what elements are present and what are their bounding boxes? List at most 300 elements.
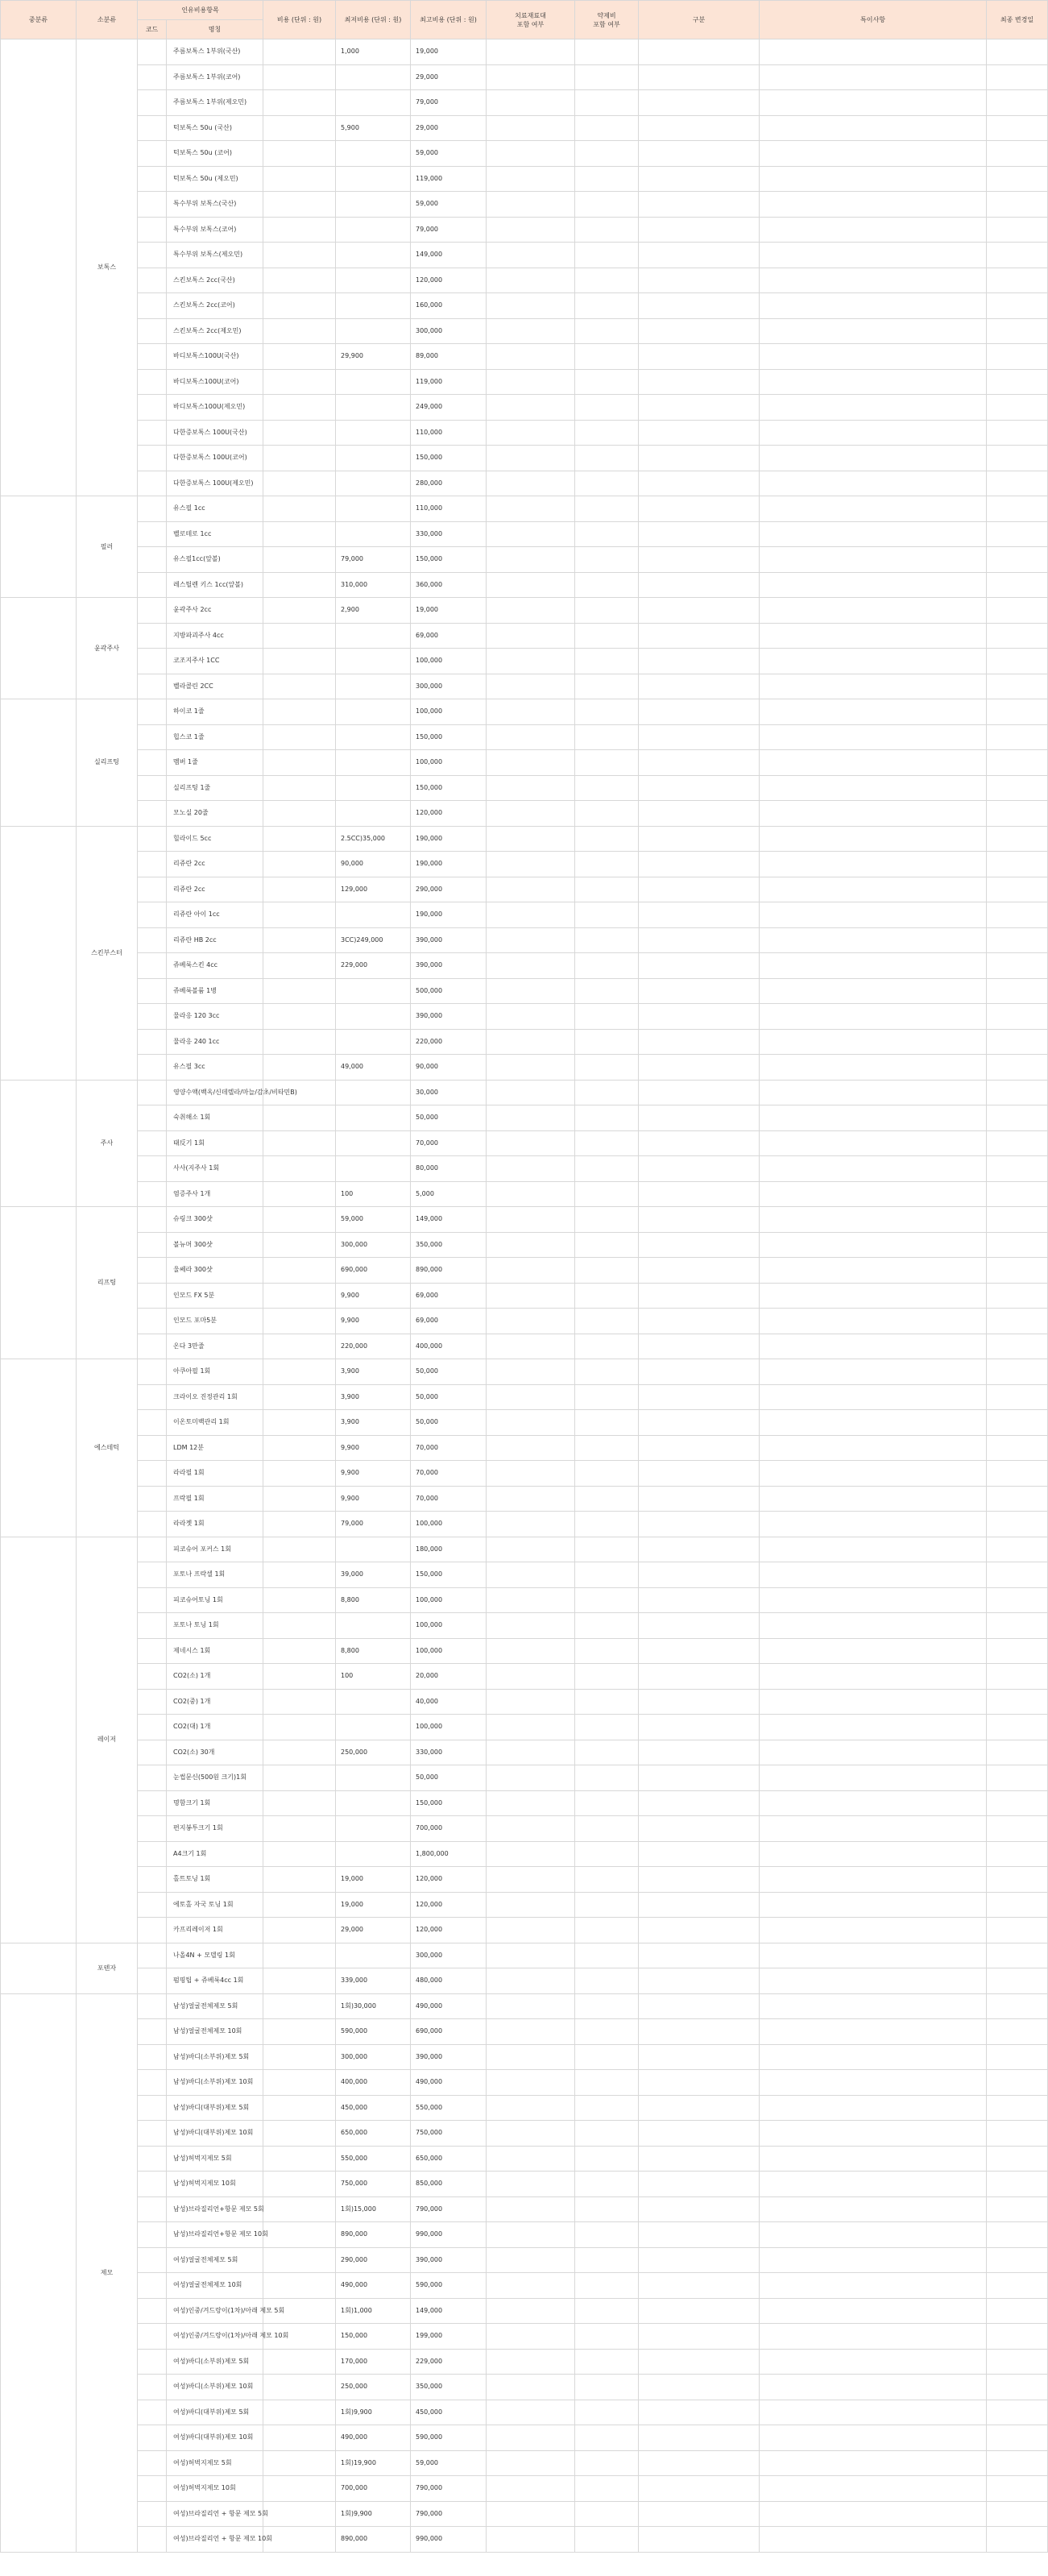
cell-code[interactable] bbox=[138, 318, 167, 344]
header-category-sub[interactable]: 소분류 bbox=[77, 1, 138, 39]
cell-division[interactable] bbox=[639, 192, 760, 218]
cell-category-main[interactable] bbox=[1, 598, 77, 699]
cell-min-cost[interactable]: 2.5CC)35,000 bbox=[336, 826, 411, 852]
cell-max-cost[interactable]: 390,000 bbox=[411, 2044, 487, 2070]
cell-max-cost[interactable]: 120,000 bbox=[411, 1892, 487, 1918]
cell-special-notes[interactable] bbox=[760, 699, 987, 725]
table-row[interactable] bbox=[1, 1790, 1048, 1816]
table-row[interactable] bbox=[1, 978, 1048, 1004]
cell-name[interactable]: 라라필 1회 bbox=[167, 1461, 263, 1487]
cell-code[interactable] bbox=[138, 724, 167, 750]
cell-treatment-material[interactable] bbox=[487, 1587, 575, 1613]
cell-max-cost[interactable]: 450,000 bbox=[411, 2400, 487, 2425]
cell-division[interactable] bbox=[639, 39, 760, 65]
cell-special-notes[interactable] bbox=[760, 1156, 987, 1182]
cell-max-cost[interactable]: 59,000 bbox=[411, 141, 487, 167]
cell-last-changed[interactable] bbox=[987, 1664, 1048, 1690]
cell-treatment-material[interactable] bbox=[487, 1207, 575, 1233]
cell-max-cost[interactable]: 160,000 bbox=[411, 293, 487, 319]
cell-special-notes[interactable] bbox=[760, 141, 987, 167]
cell-category-main[interactable] bbox=[1, 496, 77, 598]
cell-cost[interactable] bbox=[263, 826, 336, 852]
cell-max-cost[interactable]: 70,000 bbox=[411, 1461, 487, 1487]
table-row[interactable] bbox=[1, 217, 1048, 243]
cell-last-changed[interactable] bbox=[987, 395, 1048, 421]
cell-cost[interactable] bbox=[263, 1410, 336, 1436]
table-row[interactable] bbox=[1, 2121, 1048, 2147]
cell-last-changed[interactable] bbox=[987, 598, 1048, 624]
cell-last-changed[interactable] bbox=[987, 1790, 1048, 1816]
cell-special-notes[interactable] bbox=[760, 902, 987, 928]
cell-special-notes[interactable] bbox=[760, 1816, 987, 1842]
cell-max-cost[interactable]: 229,000 bbox=[411, 2349, 487, 2375]
cell-code[interactable] bbox=[138, 2070, 167, 2096]
cell-special-notes[interactable] bbox=[760, 1384, 987, 1410]
cell-drug[interactable] bbox=[575, 39, 639, 65]
cell-division[interactable] bbox=[639, 1867, 760, 1893]
cell-name[interactable]: 스킨보톡스 2cc(코어) bbox=[167, 293, 263, 319]
cell-max-cost[interactable]: 850,000 bbox=[411, 2172, 487, 2197]
cell-division[interactable] bbox=[639, 1993, 760, 2019]
cell-max-cost[interactable]: 20,000 bbox=[411, 1664, 487, 1690]
cell-treatment-material[interactable] bbox=[487, 1892, 575, 1918]
cell-division[interactable] bbox=[639, 1055, 760, 1081]
cell-code[interactable] bbox=[138, 1993, 167, 2019]
table-row[interactable] bbox=[1, 2146, 1048, 2172]
cell-min-cost[interactable]: 450,000 bbox=[336, 2095, 411, 2121]
cell-cost[interactable] bbox=[263, 2121, 336, 2147]
cell-division[interactable] bbox=[639, 2070, 760, 2096]
table-row[interactable] bbox=[1, 1181, 1048, 1207]
cell-min-cost[interactable] bbox=[336, 978, 411, 1004]
cell-division[interactable] bbox=[639, 1004, 760, 1030]
cell-min-cost[interactable] bbox=[336, 1105, 411, 1131]
cell-division[interactable] bbox=[639, 1841, 760, 1867]
cell-last-changed[interactable] bbox=[987, 1892, 1048, 1918]
cell-code[interactable] bbox=[138, 1334, 167, 1359]
table-row[interactable] bbox=[1, 1715, 1048, 1740]
cell-code[interactable] bbox=[138, 572, 167, 598]
table-row[interactable] bbox=[1, 1918, 1048, 1943]
cell-treatment-material[interactable] bbox=[487, 2247, 575, 2273]
cell-code[interactable] bbox=[138, 623, 167, 649]
cell-max-cost[interactable]: 149,000 bbox=[411, 243, 487, 268]
cell-name[interactable]: 벨로테로 1cc bbox=[167, 521, 263, 547]
cell-treatment-material[interactable] bbox=[487, 217, 575, 243]
cell-name[interactable]: 남성)바디(대부위)제모 5회 bbox=[167, 2095, 263, 2121]
cell-drug[interactable] bbox=[575, 674, 639, 699]
cell-last-changed[interactable] bbox=[987, 420, 1048, 446]
cell-drug[interactable] bbox=[575, 471, 639, 496]
table-row[interactable] bbox=[1, 1004, 1048, 1030]
cell-cost[interactable] bbox=[263, 1309, 336, 1334]
cell-drug[interactable] bbox=[575, 877, 639, 902]
cell-cost[interactable] bbox=[263, 775, 336, 801]
cell-cost[interactable] bbox=[263, 547, 336, 573]
cell-treatment-material[interactable] bbox=[487, 1537, 575, 1562]
cell-name[interactable]: 여성)바디(소부위)제모 5회 bbox=[167, 2349, 263, 2375]
cell-max-cost[interactable]: 750,000 bbox=[411, 2121, 487, 2147]
cell-special-notes[interactable] bbox=[760, 1537, 987, 1562]
cell-max-cost[interactable]: 69,000 bbox=[411, 1309, 487, 1334]
header-drug[interactable] bbox=[575, 1, 639, 39]
cell-cost[interactable] bbox=[263, 2527, 336, 2553]
cell-cost[interactable] bbox=[263, 268, 336, 293]
cell-max-cost[interactable]: 199,000 bbox=[411, 2324, 487, 2350]
cell-last-changed[interactable] bbox=[987, 2044, 1048, 2070]
cell-max-cost[interactable]: 19,000 bbox=[411, 39, 487, 65]
cell-cost[interactable] bbox=[263, 724, 336, 750]
cell-cost[interactable] bbox=[263, 395, 336, 421]
table-row[interactable] bbox=[1, 420, 1048, 446]
table-row[interactable] bbox=[1, 2019, 1048, 2045]
cell-division[interactable] bbox=[639, 953, 760, 979]
cell-min-cost[interactable] bbox=[336, 724, 411, 750]
cell-name[interactable]: 남성)허벅지제모 5회 bbox=[167, 2146, 263, 2172]
cell-min-cost[interactable]: 79,000 bbox=[336, 547, 411, 573]
cell-min-cost[interactable]: 8,800 bbox=[336, 1587, 411, 1613]
cell-treatment-material[interactable] bbox=[487, 1993, 575, 2019]
cell-name[interactable]: 이온토미백관리 1회 bbox=[167, 1410, 263, 1436]
table-row[interactable] bbox=[1, 318, 1048, 344]
cell-name[interactable]: 남성)얼굴전체제모 10회 bbox=[167, 2019, 263, 2045]
cell-special-notes[interactable] bbox=[760, 1790, 987, 1816]
cell-min-cost[interactable] bbox=[336, 750, 411, 776]
cell-max-cost[interactable]: 390,000 bbox=[411, 927, 487, 953]
cell-drug[interactable] bbox=[575, 1968, 639, 1994]
cell-special-notes[interactable] bbox=[760, 801, 987, 827]
cell-last-changed[interactable] bbox=[987, 2476, 1048, 2502]
cell-division[interactable] bbox=[639, 243, 760, 268]
cell-min-cost[interactable]: 490,000 bbox=[336, 2425, 411, 2451]
cell-treatment-material[interactable] bbox=[487, 1283, 575, 1309]
cell-treatment-material[interactable] bbox=[487, 877, 575, 902]
cell-max-cost[interactable]: 40,000 bbox=[411, 1689, 487, 1715]
cell-cost[interactable] bbox=[263, 1512, 336, 1537]
cell-drug[interactable] bbox=[575, 1638, 639, 1664]
cell-drug[interactable] bbox=[575, 1384, 639, 1410]
cell-special-notes[interactable] bbox=[760, 2044, 987, 2070]
cell-max-cost[interactable]: 249,000 bbox=[411, 395, 487, 421]
cell-cost[interactable] bbox=[263, 243, 336, 268]
cell-drug[interactable] bbox=[575, 166, 639, 192]
table-row[interactable] bbox=[1, 192, 1048, 218]
cell-last-changed[interactable] bbox=[987, 496, 1048, 522]
cell-division[interactable] bbox=[639, 1359, 760, 1385]
table-row[interactable] bbox=[1, 1080, 1048, 1105]
cell-category-main[interactable] bbox=[1, 39, 77, 496]
cell-cost[interactable] bbox=[263, 1993, 336, 2019]
cell-special-notes[interactable] bbox=[760, 2400, 987, 2425]
table-row[interactable] bbox=[1, 2349, 1048, 2375]
table-row[interactable] bbox=[1, 1283, 1048, 1309]
cell-name[interactable]: 모노실 20줄 bbox=[167, 801, 263, 827]
table-row[interactable] bbox=[1, 1968, 1048, 1994]
cell-drug[interactable] bbox=[575, 649, 639, 674]
cell-last-changed[interactable] bbox=[987, 1410, 1048, 1436]
cell-special-notes[interactable] bbox=[760, 496, 987, 522]
cell-max-cost[interactable]: 390,000 bbox=[411, 2247, 487, 2273]
cell-min-cost[interactable] bbox=[336, 1130, 411, 1156]
cell-drug[interactable] bbox=[575, 1867, 639, 1893]
cell-cost[interactable] bbox=[263, 1334, 336, 1359]
cell-drug[interactable] bbox=[575, 2425, 639, 2451]
cell-drug[interactable] bbox=[575, 2476, 639, 2502]
cell-division[interactable] bbox=[639, 877, 760, 902]
cell-name[interactable]: 스킨보톡스 2cc(제오민) bbox=[167, 318, 263, 344]
cell-code[interactable] bbox=[138, 268, 167, 293]
cell-drug[interactable] bbox=[575, 344, 639, 370]
cell-drug[interactable] bbox=[575, 1435, 639, 1461]
cell-cost[interactable] bbox=[263, 1258, 336, 1284]
cell-code[interactable] bbox=[138, 1309, 167, 1334]
cell-last-changed[interactable] bbox=[987, 2247, 1048, 2273]
cell-division[interactable] bbox=[639, 927, 760, 953]
cell-treatment-material[interactable] bbox=[487, 2375, 575, 2400]
table-row[interactable] bbox=[1, 496, 1048, 522]
cell-cost[interactable] bbox=[263, 1055, 336, 1081]
cell-max-cost[interactable]: 120,000 bbox=[411, 268, 487, 293]
cell-last-changed[interactable] bbox=[987, 674, 1048, 699]
cell-special-notes[interactable] bbox=[760, 344, 987, 370]
cell-treatment-material[interactable] bbox=[487, 649, 575, 674]
cell-division[interactable] bbox=[639, 1181, 760, 1207]
cell-name[interactable]: 특수부위 보톡스(제오민) bbox=[167, 243, 263, 268]
cell-min-cost[interactable]: 8,800 bbox=[336, 1638, 411, 1664]
cell-name[interactable]: 윤곽주사 2cc bbox=[167, 598, 263, 624]
cell-code[interactable] bbox=[138, 2527, 167, 2553]
cell-division[interactable] bbox=[639, 1715, 760, 1740]
cell-name[interactable]: 편지봉투크기 1회 bbox=[167, 1816, 263, 1842]
table-row[interactable] bbox=[1, 2172, 1048, 2197]
cell-special-notes[interactable] bbox=[760, 39, 987, 65]
cell-min-cost[interactable]: 59,000 bbox=[336, 1207, 411, 1233]
cell-drug[interactable] bbox=[575, 775, 639, 801]
cell-code[interactable] bbox=[138, 2044, 167, 2070]
cell-treatment-material[interactable] bbox=[487, 674, 575, 699]
cell-code[interactable] bbox=[138, 192, 167, 218]
cell-special-notes[interactable] bbox=[760, 1207, 987, 1233]
cell-special-notes[interactable] bbox=[760, 1130, 987, 1156]
cell-category-sub[interactable]: 스킨부스터 bbox=[77, 826, 138, 1080]
cell-last-changed[interactable] bbox=[987, 724, 1048, 750]
cell-max-cost[interactable]: 59,000 bbox=[411, 192, 487, 218]
cell-special-notes[interactable] bbox=[760, 369, 987, 395]
cell-max-cost[interactable]: 150,000 bbox=[411, 724, 487, 750]
cell-cost[interactable] bbox=[263, 1435, 336, 1461]
cell-drug[interactable] bbox=[575, 1562, 639, 1588]
cell-drug[interactable] bbox=[575, 978, 639, 1004]
cell-division[interactable] bbox=[639, 826, 760, 852]
cell-name[interactable]: 쥬베룩스킨 4cc bbox=[167, 953, 263, 979]
cell-division[interactable] bbox=[639, 1968, 760, 1994]
cell-division[interactable] bbox=[639, 1461, 760, 1487]
cell-max-cost[interactable]: 69,000 bbox=[411, 623, 487, 649]
cell-drug[interactable] bbox=[575, 2121, 639, 2147]
cell-cost[interactable] bbox=[263, 1867, 336, 1893]
table-row[interactable] bbox=[1, 1689, 1048, 1715]
cell-min-cost[interactable]: 170,000 bbox=[336, 2349, 411, 2375]
cell-treatment-material[interactable] bbox=[487, 1918, 575, 1943]
cell-treatment-material[interactable] bbox=[487, 471, 575, 496]
cell-name[interactable]: 라라젯 1회 bbox=[167, 1512, 263, 1537]
cell-special-notes[interactable] bbox=[760, 1105, 987, 1131]
table-row[interactable] bbox=[1, 1587, 1048, 1613]
cell-code[interactable] bbox=[138, 1562, 167, 1588]
cell-treatment-material[interactable] bbox=[487, 496, 575, 522]
cell-cost[interactable] bbox=[263, 2476, 336, 2502]
table-row[interactable] bbox=[1, 801, 1048, 827]
cell-name[interactable]: 바디보톡스100U(제오민) bbox=[167, 395, 263, 421]
cell-division[interactable] bbox=[639, 2476, 760, 2502]
cell-treatment-material[interactable] bbox=[487, 1841, 575, 1867]
cell-special-notes[interactable] bbox=[760, 649, 987, 674]
cell-treatment-material[interactable] bbox=[487, 1486, 575, 1512]
cell-cost[interactable] bbox=[263, 1638, 336, 1664]
cell-last-changed[interactable] bbox=[987, 2425, 1048, 2451]
cell-cost[interactable] bbox=[263, 1740, 336, 1765]
cell-drug[interactable] bbox=[575, 1740, 639, 1765]
cell-min-cost[interactable]: 310,000 bbox=[336, 572, 411, 598]
cell-max-cost[interactable]: 100,000 bbox=[411, 1638, 487, 1664]
cell-division[interactable] bbox=[639, 141, 760, 167]
cell-drug[interactable] bbox=[575, 1486, 639, 1512]
cell-code[interactable] bbox=[138, 115, 167, 141]
cell-division[interactable] bbox=[639, 1740, 760, 1765]
table-row[interactable] bbox=[1, 750, 1048, 776]
cell-treatment-material[interactable] bbox=[487, 268, 575, 293]
cell-treatment-material[interactable] bbox=[487, 1258, 575, 1284]
cell-min-cost[interactable]: 19,000 bbox=[336, 1867, 411, 1893]
table-row[interactable] bbox=[1, 1359, 1048, 1385]
cell-category-sub[interactable]: 레이저 bbox=[77, 1537, 138, 1943]
cell-code[interactable] bbox=[138, 64, 167, 90]
cell-cost[interactable] bbox=[263, 674, 336, 699]
cell-cost[interactable] bbox=[263, 572, 336, 598]
cell-special-notes[interactable] bbox=[760, 724, 987, 750]
table-row[interactable] bbox=[1, 699, 1048, 725]
table-row[interactable] bbox=[1, 1867, 1048, 1893]
cell-drug[interactable] bbox=[575, 446, 639, 471]
cell-code[interactable] bbox=[138, 927, 167, 953]
cell-cost[interactable] bbox=[263, 192, 336, 218]
cell-name[interactable]: 다한증보톡스 100U(제오민) bbox=[167, 471, 263, 496]
cell-drug[interactable] bbox=[575, 2222, 639, 2248]
cell-cost[interactable] bbox=[263, 2172, 336, 2197]
cell-treatment-material[interactable] bbox=[487, 90, 575, 116]
cell-min-cost[interactable]: 1회)30,000 bbox=[336, 1993, 411, 2019]
cell-name[interactable]: 스킨보톡스 2cc(국산) bbox=[167, 268, 263, 293]
cell-drug[interactable] bbox=[575, 521, 639, 547]
cell-last-changed[interactable] bbox=[987, 192, 1048, 218]
cell-drug[interactable] bbox=[575, 1156, 639, 1182]
cell-name[interactable]: 울쎄라 300샷 bbox=[167, 1258, 263, 1284]
cell-special-notes[interactable] bbox=[760, 166, 987, 192]
cell-name[interactable]: 남성)브라질리언+항문 제모 10회 bbox=[167, 2222, 263, 2248]
cell-drug[interactable] bbox=[575, 2146, 639, 2172]
cell-last-changed[interactable] bbox=[987, 2450, 1048, 2476]
cell-treatment-material[interactable] bbox=[487, 166, 575, 192]
cell-last-changed[interactable] bbox=[987, 699, 1048, 725]
cell-max-cost[interactable]: 50,000 bbox=[411, 1765, 487, 1791]
table-row[interactable] bbox=[1, 344, 1048, 370]
cell-max-cost[interactable]: 330,000 bbox=[411, 1740, 487, 1765]
cell-special-notes[interactable] bbox=[760, 674, 987, 699]
cell-min-cost[interactable] bbox=[336, 699, 411, 725]
cell-cost[interactable] bbox=[263, 471, 336, 496]
cell-special-notes[interactable] bbox=[760, 547, 987, 573]
cell-name[interactable]: 힐라이드 5cc bbox=[167, 826, 263, 852]
cell-max-cost[interactable]: 150,000 bbox=[411, 1790, 487, 1816]
cell-division[interactable] bbox=[639, 1892, 760, 1918]
cell-max-cost[interactable]: 50,000 bbox=[411, 1410, 487, 1436]
header-code[interactable]: 코드 bbox=[138, 20, 167, 39]
cell-last-changed[interactable] bbox=[987, 1181, 1048, 1207]
cell-treatment-material[interactable] bbox=[487, 1613, 575, 1639]
cell-drug[interactable] bbox=[575, 1130, 639, 1156]
table-row[interactable] bbox=[1, 2070, 1048, 2096]
cell-drug[interactable] bbox=[575, 1232, 639, 1258]
cell-last-changed[interactable] bbox=[987, 1993, 1048, 2019]
cell-category-main[interactable] bbox=[1, 1080, 77, 1207]
cell-min-cost[interactable] bbox=[336, 521, 411, 547]
cell-name[interactable]: 크라이오 진정관리 1회 bbox=[167, 1384, 263, 1410]
cell-division[interactable] bbox=[639, 1638, 760, 1664]
cell-code[interactable] bbox=[138, 877, 167, 902]
cell-name[interactable]: 남성)바디(대부위)제모 10회 bbox=[167, 2121, 263, 2147]
cell-min-cost[interactable]: 9,900 bbox=[336, 1461, 411, 1487]
cell-code[interactable] bbox=[138, 2375, 167, 2400]
cell-code[interactable] bbox=[138, 1816, 167, 1842]
cell-special-notes[interactable] bbox=[760, 293, 987, 319]
cell-name[interactable]: 유스필1cc(앞볼) bbox=[167, 547, 263, 573]
cell-drug[interactable] bbox=[575, 2501, 639, 2527]
cell-treatment-material[interactable] bbox=[487, 2324, 575, 2350]
cell-code[interactable] bbox=[138, 2273, 167, 2299]
cell-treatment-material[interactable] bbox=[487, 826, 575, 852]
table-row[interactable] bbox=[1, 1512, 1048, 1537]
cell-last-changed[interactable] bbox=[987, 572, 1048, 598]
header-treatment-material[interactable] bbox=[487, 1, 575, 39]
cell-treatment-material[interactable] bbox=[487, 1080, 575, 1105]
cell-treatment-material[interactable] bbox=[487, 1968, 575, 1994]
cell-last-changed[interactable] bbox=[987, 166, 1048, 192]
cell-division[interactable] bbox=[639, 623, 760, 649]
cell-code[interactable] bbox=[138, 2095, 167, 2121]
cell-name[interactable]: 여성)브라질리언 + 항문 제모 5회 bbox=[167, 2501, 263, 2527]
cell-max-cost[interactable]: 29,000 bbox=[411, 64, 487, 90]
cell-cost[interactable] bbox=[263, 2425, 336, 2451]
cell-drug[interactable] bbox=[575, 268, 639, 293]
cell-min-cost[interactable]: 2,900 bbox=[336, 598, 411, 624]
cell-cost[interactable] bbox=[263, 446, 336, 471]
cell-last-changed[interactable] bbox=[987, 1232, 1048, 1258]
cell-name[interactable]: 피코슈어토닝 1회 bbox=[167, 1587, 263, 1613]
cell-last-changed[interactable] bbox=[987, 471, 1048, 496]
cell-division[interactable] bbox=[639, 2349, 760, 2375]
cell-category-main[interactable] bbox=[1, 1993, 77, 2552]
cell-code[interactable] bbox=[138, 598, 167, 624]
cell-division[interactable] bbox=[639, 1384, 760, 1410]
cell-name[interactable]: 여성)바디(소부위)제모 10회 bbox=[167, 2375, 263, 2400]
cell-last-changed[interactable] bbox=[987, 1258, 1048, 1284]
table-row[interactable] bbox=[1, 115, 1048, 141]
cell-name[interactable]: 나올4N + 모델링 1회 bbox=[167, 1943, 263, 1968]
cell-cost[interactable] bbox=[263, 1664, 336, 1690]
cell-code[interactable] bbox=[138, 1638, 167, 1664]
cell-category-sub[interactable]: 윤곽주사 bbox=[77, 598, 138, 699]
cell-code[interactable] bbox=[138, 344, 167, 370]
